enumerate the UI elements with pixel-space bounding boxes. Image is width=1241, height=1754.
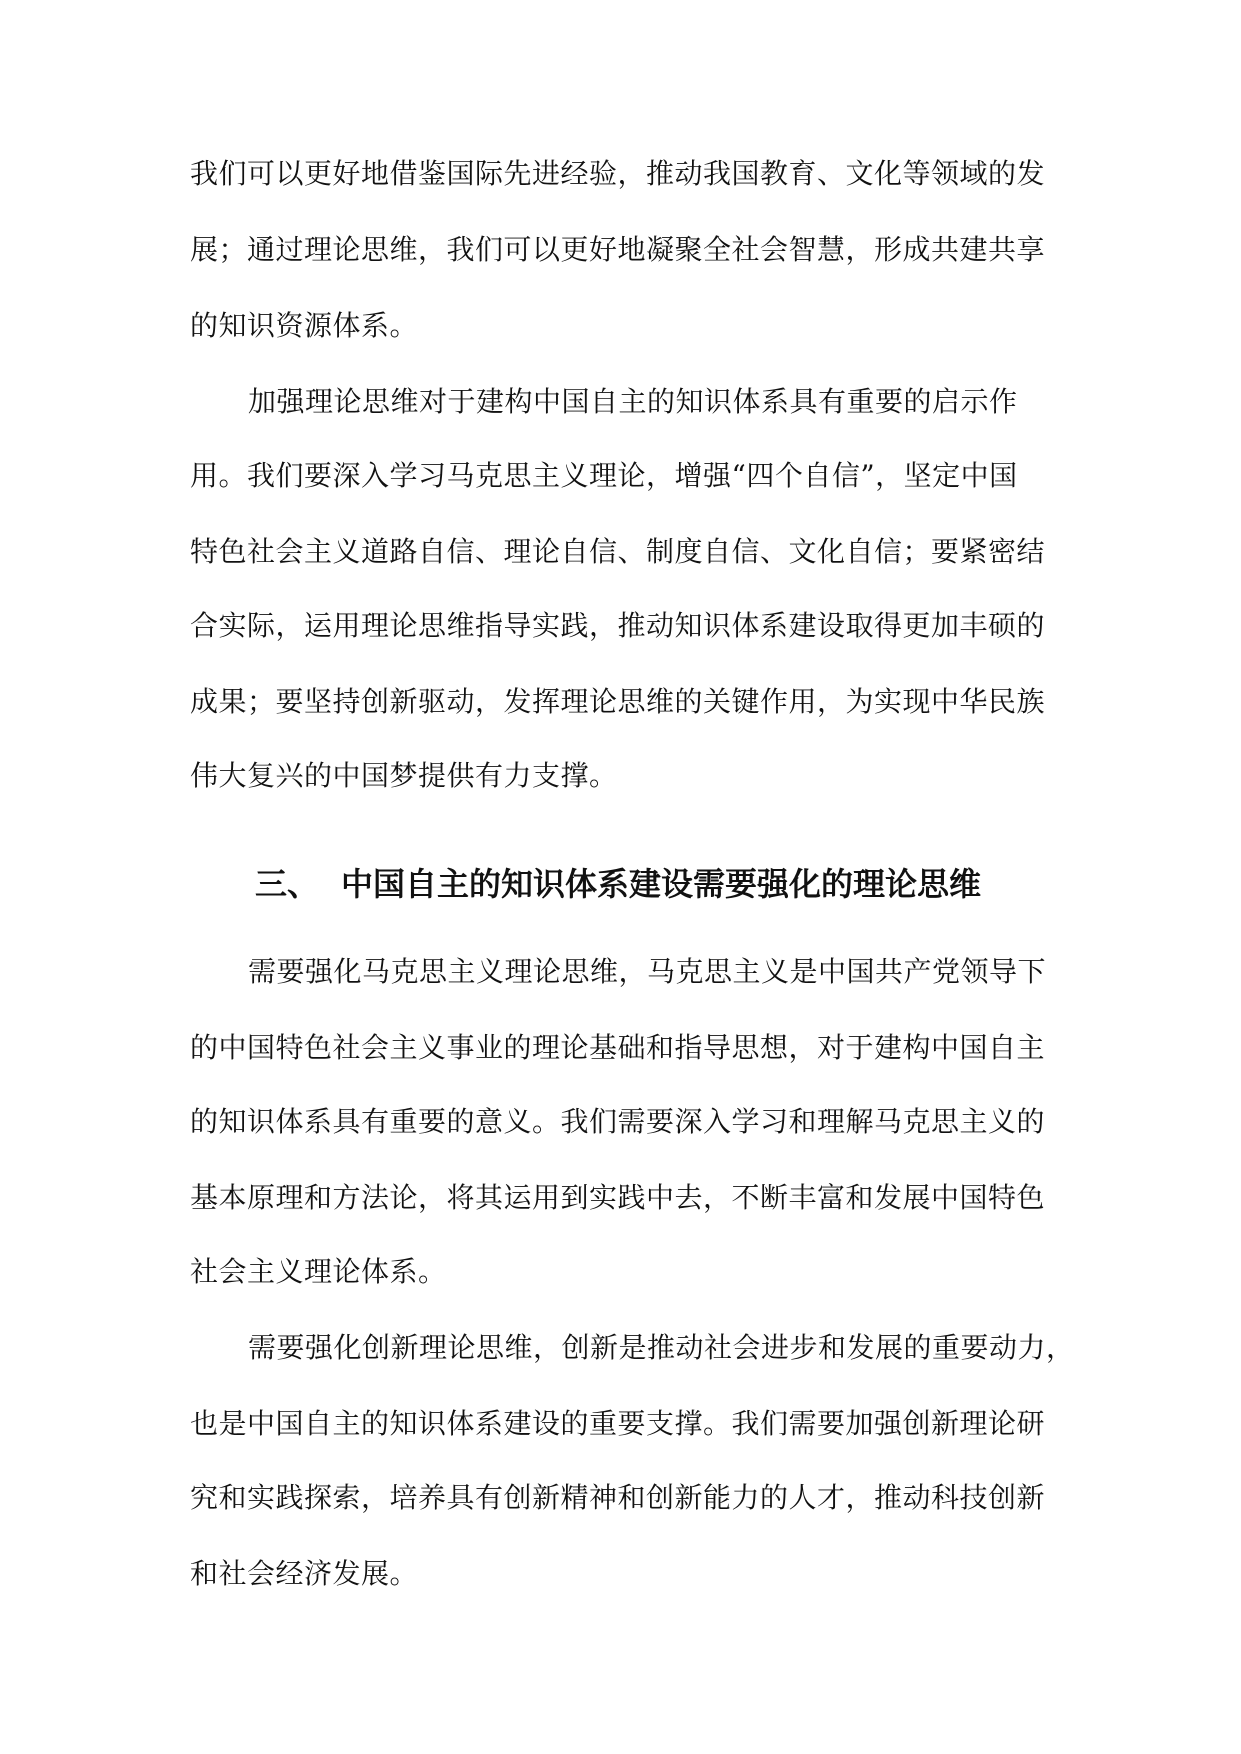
paragraph-3-line-4: 基本原理和方法论，将其运用到实践中去，不断丰富和发展中国特色 xyxy=(190,1181,1046,1214)
paragraph-1-line-1: 我们可以更好地借鉴国际先进经验，推动我国教育、文化等领域的发 xyxy=(190,157,1046,190)
paragraph-1-line-2: 展；通过理论思维，我们可以更好地凝聚全社会智慧，形成共建共享 xyxy=(190,233,1046,266)
paragraph-3-line-1: 需要强化马克思主义理论思维，马克思主义是中国共产党领导下 xyxy=(248,955,1047,988)
paragraph-1-line-3: 的知识资源体系。 xyxy=(190,309,419,342)
section-heading-title: 中国自主的知识体系建设需要强化的理论思维 xyxy=(341,865,982,903)
paragraph-3-line-3: 的知识体系具有重要的意义。我们需要深入学习和理解马克思主义的 xyxy=(190,1105,1046,1138)
paragraph-2-line-5: 成果；要坚持创新驱动，发挥理论思维的关键作用，为实现中华民族 xyxy=(190,685,1046,718)
paragraph-2-line-3: 特色社会主义道路自信、理论自信、制度自信、文化自信；要紧密结 xyxy=(190,535,1046,568)
paragraph-2-line-1: 加强理论思维对于建构中国自主的知识体系具有重要的启示作 xyxy=(248,385,1018,418)
section-heading xyxy=(255,864,1075,904)
paragraph-2-line-6: 伟大复兴的中国梦提供有力支撑。 xyxy=(190,759,618,792)
paragraph-3-line-2: 的中国特色社会主义事业的理论基础和指导思想，对于建构中国自主 xyxy=(190,1031,1046,1064)
paragraph-4-line-1: 需要强化创新理论思维，创新是推动社会进步和发展的重要动力， xyxy=(248,1331,1075,1364)
paragraph-2-line-4: 合实际，运用理论思维指导实践，推动知识体系建设取得更加丰硕的 xyxy=(190,609,1046,642)
paragraph-4-line-4: 和社会经济发展。 xyxy=(190,1557,419,1590)
section-heading-number: 三、 xyxy=(255,865,320,903)
paragraph-4-line-3: 究和实践探索，培养具有创新精神和创新能力的人才，推动科技创新 xyxy=(190,1481,1046,1514)
paragraph-3-line-5: 社会主义理论体系。 xyxy=(190,1255,447,1288)
paragraph-2-line-2: 用。我们要深入学习马克思主义理论，增强“四个自信”，坚定中国 xyxy=(190,459,1018,492)
paragraph-4-line-2: 也是中国自主的知识体系建设的重要支撑。我们需要加强创新理论研 xyxy=(190,1407,1046,1440)
